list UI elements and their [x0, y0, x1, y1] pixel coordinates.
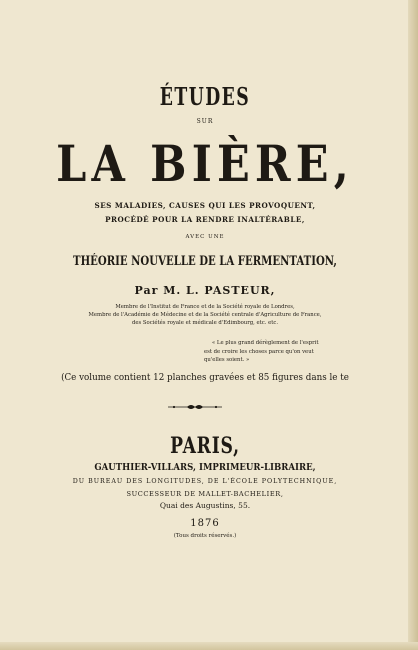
rights-notice: (Tous droits réservés.): [173, 533, 237, 539]
epigraph-line-2: est de croire les choses parce qu'on veut: [204, 348, 314, 355]
bureau-line: DU BUREAU DES LONGITUDES, DE L'ÉCOLE POLYTECHNIQUE,: [72, 478, 338, 485]
epigraph-line-3: qu'elles soient. »: [204, 357, 250, 363]
volume-note: (Ce volume contient 12 planches gravées et 85 figures dans le te: [61, 372, 349, 383]
epigraph-line-1: « Le plus grand dérèglement de l'esprit: [212, 340, 319, 346]
publisher: GAUTHIER-VILLARS, IMPRIMEUR-LIBRAIRE,: [94, 462, 316, 473]
author-line: Par M. L. PASTEUR,: [134, 284, 276, 297]
heading-etudes: ÉTUDES: [159, 82, 251, 111]
avec-une: AVEC UNE: [185, 234, 225, 240]
subtitle-line-2: PROCÉDÉ POUR LA RENDRE INALTÉRABLE,: [105, 215, 305, 224]
main-title: LA BIÈRE,: [56, 134, 354, 193]
subtitle-line-1: SES MALADIES, CAUSES QUI LES PROVOQUENT,: [94, 201, 316, 210]
successor-line: SUCCESSEUR DE MALLET-BACHELIER,: [126, 490, 284, 498]
city: PARIS,: [170, 433, 240, 459]
publication-year: 1876: [190, 518, 220, 529]
heading-sur: SUR: [196, 118, 214, 125]
theory-title: THÉORIE NOUVELLE DE LA FERMENTATION,: [73, 254, 337, 269]
affiliation-line-3: des Sociétés royale et médicale d'Edimbourg, etc. etc.: [131, 320, 279, 326]
address-line: Quai des Augustins, 55.: [159, 501, 251, 510]
ornament-divider-icon: [168, 403, 222, 411]
epigraph: [204, 339, 354, 365]
affiliation-line-1: Membre de l'Institut de France et de la Société royale de Londres,: [115, 304, 295, 310]
affiliation-line-2: Membre de l'Académie de Médecine et de la Société centrale d'Agriculture de France,: [88, 312, 322, 318]
page-edge-bottom: [0, 642, 418, 650]
